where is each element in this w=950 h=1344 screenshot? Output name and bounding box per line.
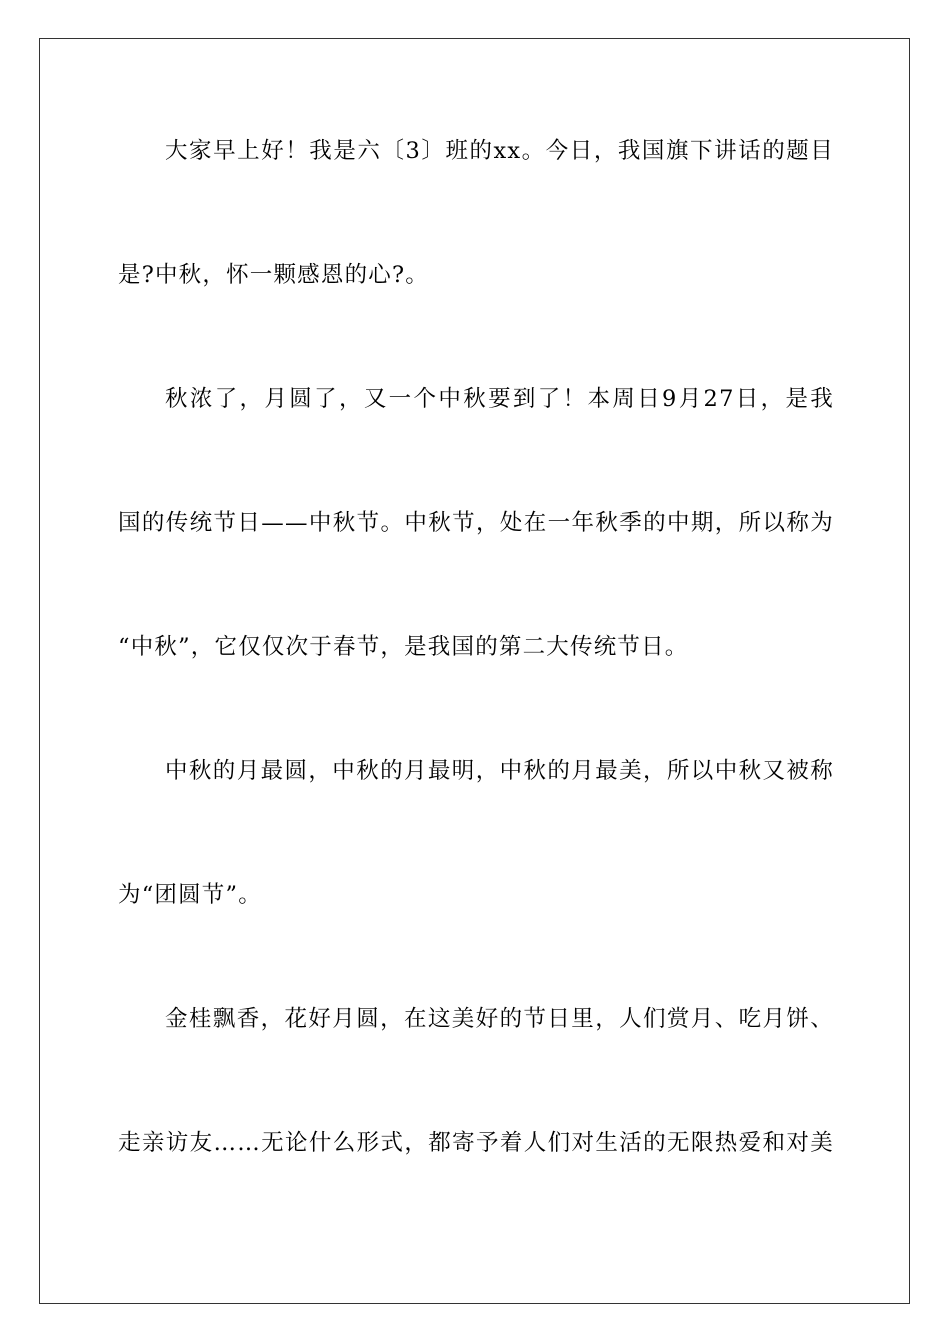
- page-frame: [39, 38, 910, 1304]
- paragraph-2-line-2: 国的传统节日——中秋节。中秋节，处在一年秋季的中期，所以称为: [118, 510, 834, 536]
- paragraph-3-line-2: 为“团圆节”。: [118, 882, 262, 908]
- paragraph-4-line-2: 走亲访友……无论什么形式，都寄予着人们对生活的无限热爱和对美: [118, 1130, 834, 1156]
- paragraph-3-line-1: 中秋的月最圆，中秋的月最明，中秋的月最美，所以中秋又被称: [165, 758, 834, 784]
- paragraph-4-line-1: 金桂飘香，花好月圆，在这美好的节日里，人们赏月、吃月饼、: [165, 1006, 834, 1032]
- paragraph-1-line-1: 大家早上好！我是六〔3〕班的xx。今日，我国旗下讲话的题目: [165, 138, 834, 164]
- paragraph-1-line-2: 是?中秋，怀一颗感恩的心?。: [118, 262, 429, 288]
- paragraph-2-line-1: 秋浓了，月圆了，又一个中秋要到了！本周日9月27日，是我: [165, 386, 834, 412]
- paragraph-2-line-3: “中秋”，它仅仅次于春节，是我国的第二大传统节日。: [118, 634, 689, 660]
